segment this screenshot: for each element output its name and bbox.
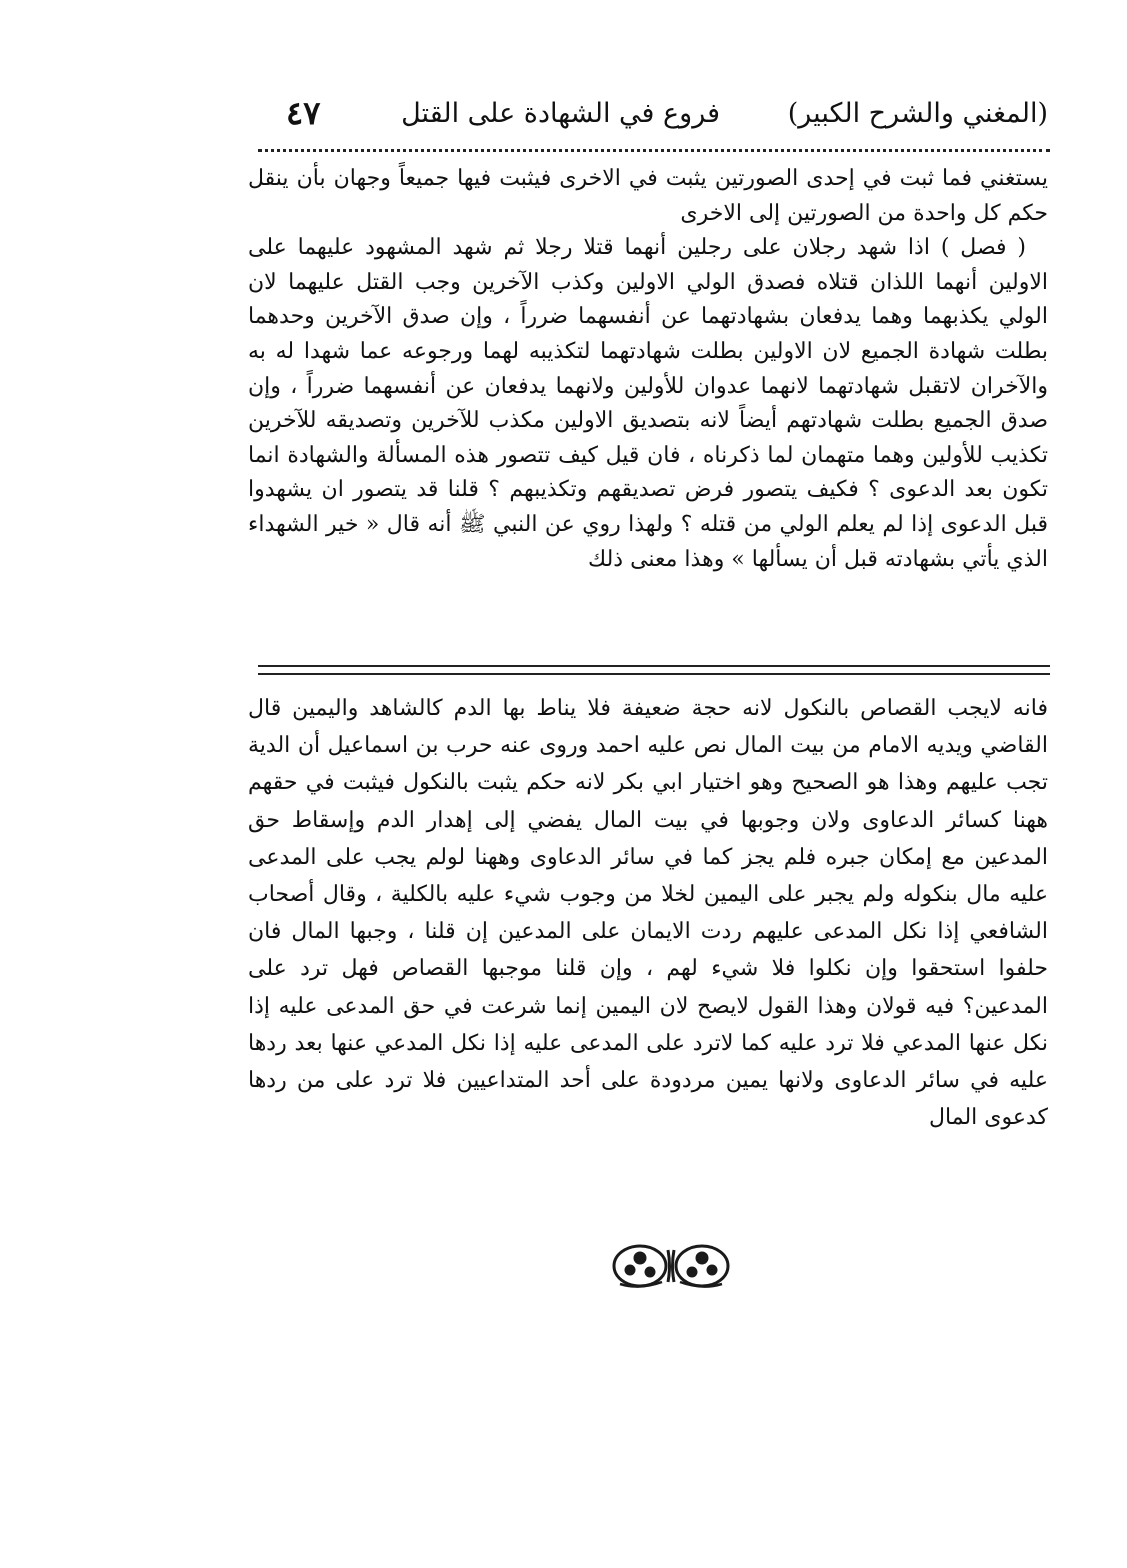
book-title: (المغني والشرح الكبير): [787, 98, 1048, 129]
page-number: ٤٧: [286, 94, 321, 132]
main-text-section: [248, 162, 1048, 577]
header-divider: [258, 149, 1050, 152]
section-divider: [258, 665, 1050, 675]
paragraph: يستغني فما ثبت في إحدى الصورتين يثبت في الاخرى فيثبت فيها جميعاً وجهان بأن ينقل حكم كل واحدة من الصورتين إلى الاخرى: [248, 166, 1048, 226]
floral-ornament-icon: [610, 1240, 732, 1292]
commentary-text-section: [248, 690, 1048, 1136]
running-header: [258, 92, 1050, 144]
paragraph: فانه لايجب القصاص بالنكول لانه حجة ضعيفة فلا يناط بها الدم كالشاهد واليمين قال القاضي ويديه الامام من بيت المال نص عليه احمد وروى عنه حرب بن اسماعيل أن الدية تجب عليهم وهذا هو الصحيح وهو اختيار ابي بكر لانه حكم يثبت بالنكول فيثبت في حقهم ههنا كسائر الدعاوى ولان وجوبها في بيت المال يفضي إلى إهدار الدم وإسقاط حق المدعين مع إمكان جبره فلم يجز كما في سائر الدعاوى وههنا لولم يجب على المدعى عليه مال بنكوله ولم يجبر على اليمين لخلا من وجوب شيء عليه بالكلية ، وقال أصحاب الشافعي إذا نكل المدعى عليهم ردت الايمان على المدعين إن قلنا ، وجبها المال فان حلفوا استحقوا وإن نكلوا فلا شيء لهم ، وإن قلنا موجبها القصاص فهل ترد على المدعين؟ فيه قولان وهذا القول لايصح لان اليمين إنما شرعت في حق المدعى عليه إذا نكل عنها المدعي فلا ترد عليه كما لاترد على المدعى عليه إذا نكل المدعي عنها بعد ردها عليه في سائر الدعاوى ولانها يمين مردودة على أحد المتداعيين فلا ترد على من ردها كدعوى المال: [248, 696, 1049, 1131]
paragraph: ( فصل ) اذا شهد رجلان على رجلين أنهما قتلا رجلا ثم شهد المشهود عليهما على الاولين أنهما اللذان قتلاه فصدق الولي الاولين وكذب الآخرين وجب القتل عليهما لان الولي يكذبهما وهما يدفعان بشهادتهما عن أنفسهما ضرراً ، وإن صدق الآخرين وحدهما بطلت شهادة الجميع لان الاولين بطلت شهادتهما لتكذيبه لهما ورجوعه عما شهدا له به والآخران لاتقبل شهادتهما لانهما عدوان للأولين ولانهما يدفعان عن أنفسهما ضرراً ، وإن صدق الجميع بطلت شهادتهم أيضاً لانه بتصديق الاولين مكذب للآخرين وتصديقه للآخرين تكذيب للأولين وهما متهمان لما ذكرناه ، فان قيل كيف تتصور هذه المسألة والشهادة انما تكون بعد الدعوى ؟ فكيف يتصور فرض تصديقهم وتكذيبهم ؟ قلنا قد يتصور ان يشهدوا قبل الدعوى إذا لم يعلم الولي من قتله ؟ ولهذا روي عن النبي ﷺ أنه قال « خير الشهداء الذي يأتي بشهادته قبل أن يسألها » وهذا معنى ذلك: [248, 235, 1048, 572]
chapter-title: فروع في الشهادة على القتل: [401, 98, 720, 129]
